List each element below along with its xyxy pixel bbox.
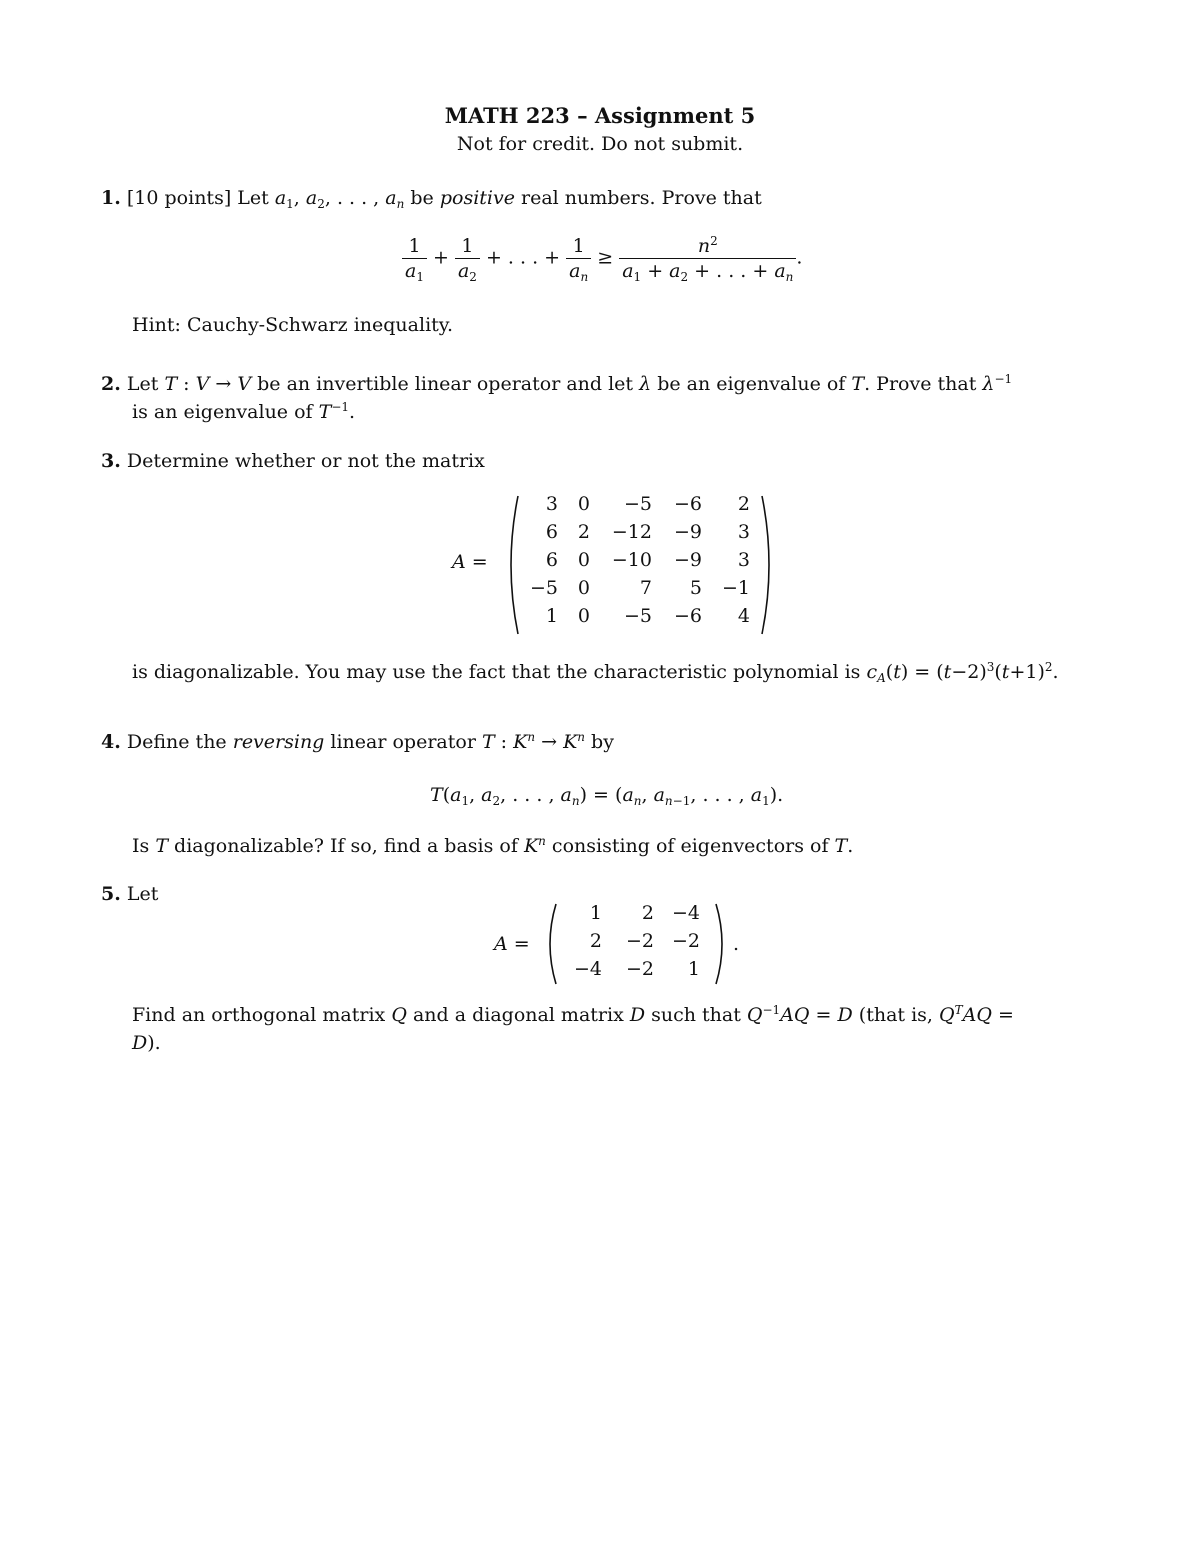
- matrix-cell: 6: [545, 521, 558, 543]
- matrix-cell: 2: [641, 902, 654, 924]
- matrix-a2: [552, 902, 712, 986]
- matrix-cell: 3: [737, 521, 750, 543]
- problem-2-line-2: is an eigenvalue of $T^{-1}$.: [132, 400, 356, 423]
- matrix-cell: 3: [545, 493, 558, 515]
- matrix-cell: 1: [545, 605, 558, 627]
- problem-number: 3.: [101, 450, 121, 472]
- matrix-cell: 7: [639, 577, 652, 599]
- emphasis-reversing: reversing: [232, 731, 325, 753]
- matrix-cell: −9: [673, 549, 702, 571]
- matrix-cell: −6: [673, 605, 702, 627]
- matrix-cell: −10: [611, 549, 652, 571]
- problem-2-line-1: 2. Let T : V → V be an invertible linear operator and let λ be an eigenvalue of T. Prove that $\lambda^{-1}$: [101, 372, 1013, 395]
- matrix-cell: −12: [611, 521, 652, 543]
- matrix-cell: 4: [737, 605, 750, 627]
- problem-5-statement: 5. Let: [101, 883, 159, 905]
- matrix-cell: −6: [673, 493, 702, 515]
- matrix-cell: −2: [625, 958, 654, 980]
- matrix-cell: 2: [577, 521, 590, 543]
- problem-4-question: Is T diagonalizable? If so, find a basis of $K^n$ consisting of eigenvectors of T.: [132, 834, 854, 857]
- matrix-cell: −5: [623, 493, 652, 515]
- problem-number: 1.: [101, 187, 121, 209]
- problem-1-inequality: $\frac{1}{a_1}$ + $\frac{1}{a_2}$ + . . . + $\frac{1}{a_n}$ ≥ $\frac{n^2}{a_1 + a_2 + . . . + a_n}$ .: [402, 234, 802, 283]
- matrix-cell: 5: [689, 577, 702, 599]
- matrix-cell: −9: [673, 521, 702, 543]
- matrix-cell: −5: [529, 577, 558, 599]
- matrix-cell: 3: [737, 549, 750, 571]
- matrix-cell: −1: [721, 577, 750, 599]
- page-title: MATH 223 – Assignment 5: [444, 103, 756, 128]
- matrix-a2-period: .: [733, 933, 740, 955]
- problem-1-hint: Hint: Cauchy-Schwarz inequality.: [132, 314, 454, 336]
- problem-number: 4.: [101, 731, 121, 753]
- matrix-cell: −2: [625, 930, 654, 952]
- matrix-cell: 2: [737, 493, 750, 515]
- matrix-cell: 0: [577, 493, 590, 515]
- problem-number: 2.: [101, 373, 121, 395]
- matrix-cell: 0: [577, 577, 590, 599]
- matrix-cell: 1: [687, 958, 700, 980]
- matrix-cell: −2: [671, 930, 700, 952]
- matrix-a: [520, 493, 760, 633]
- problem-number: 5.: [101, 883, 121, 905]
- emphasis-positive: positive: [439, 187, 515, 209]
- matrix-a2-label: A =: [494, 933, 530, 955]
- matrix-cell: 1: [589, 902, 602, 924]
- problem-3-statement: 3. Determine whether or not the matrix: [101, 450, 485, 472]
- problem-4-statement: 4. Define the reversing linear operator T : $K^n \to K^n$ by: [101, 730, 614, 753]
- problem-4-definition: $T(a_1$, $a_2$, . . . , $a_n) = (a_n$, $a_{n-1}$, . . . , $a_1$).: [430, 784, 784, 808]
- page-subtitle: Not for credit. Do not submit.: [456, 133, 744, 155]
- problem-5-line-2: D).: [132, 1032, 161, 1054]
- problem-5-line-1: Find an orthogonal matrix Q and a diagonal matrix D such that $Q^{-1}AQ = D$ (that is, $Q^TAQ$ =: [132, 1003, 1014, 1026]
- matrix-cell: −4: [671, 902, 700, 924]
- matrix-cell: 2: [589, 930, 602, 952]
- matrix-cell: 0: [577, 549, 590, 571]
- matrix-cell: 6: [545, 549, 558, 571]
- matrix-cell: 0: [577, 605, 590, 627]
- matrix-cell: −5: [623, 605, 652, 627]
- problem-3-followup: is diagonalizable. You may use the fact that the characteristic polynomial is $c_A(t) = (t-2)^3(t+1)^2$.: [132, 660, 1059, 685]
- matrix-cell: −4: [573, 958, 602, 980]
- matrix-a-label: A =: [452, 551, 488, 573]
- problem-1-statement: 1. [10 points] Let $a_1$, $a_2$, . . . , $a_n$ be positive real numbers. Prove that: [101, 187, 762, 211]
